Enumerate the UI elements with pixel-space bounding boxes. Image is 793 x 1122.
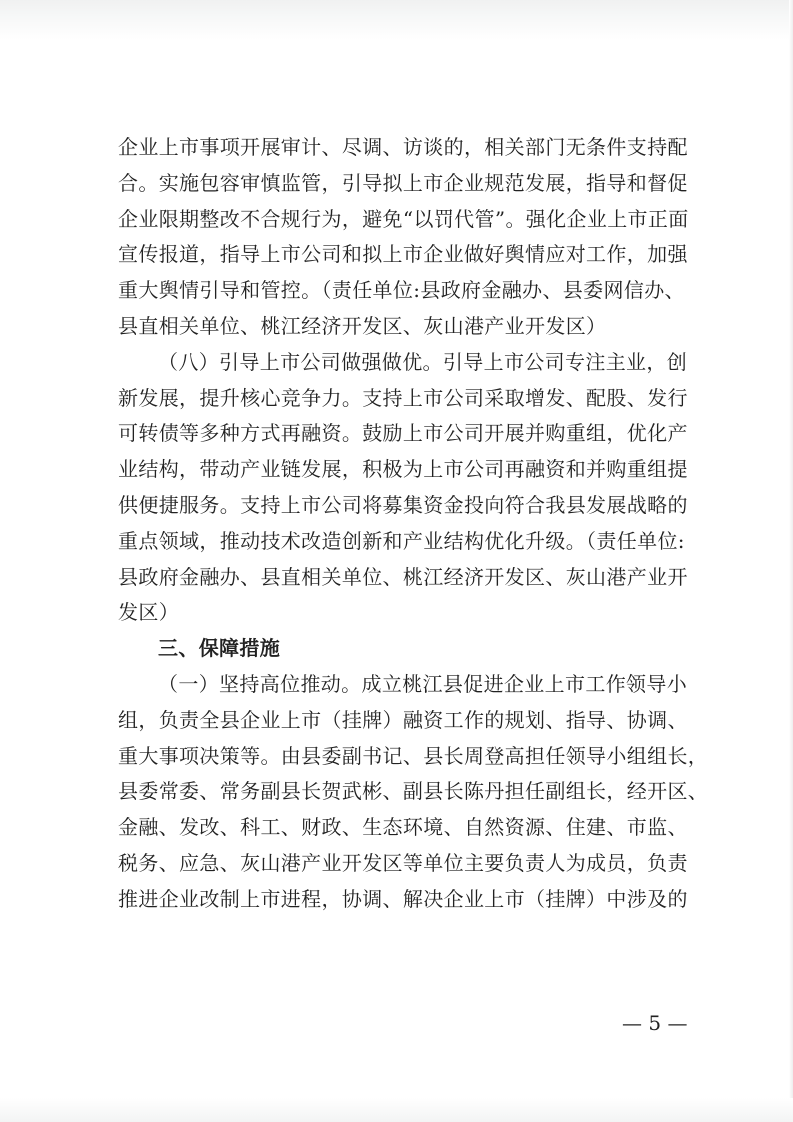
scan-shadow-top [0, 0, 793, 40]
text-line-1: 企业上市事项开展审计、尽调、访谈的，相关部门无条件支持配 [118, 135, 688, 159]
page-number: — 5 — [622, 1011, 688, 1035]
text-line-12: 重点领域，推动技术改造创新和产业结构优化升级。（责任单位: [118, 528, 685, 553]
text-line-8: 新发展，提升核心竞争力。支持上市公司采取增发、配股、发行 [118, 385, 688, 410]
section-8-first-line: （八）引导上市公司做强做优。引导上市公司专注主业，创 [158, 349, 688, 374]
text-line-19: 县委常委、常务副县长贺武彬、副县长陈丹担任副组长，经开区、 [118, 779, 709, 804]
text-line-18: 重大事项决策等。由县委副书记、县长周登高担任领导小组组长， [118, 743, 709, 768]
text-line-13: 县政府金融办、县直相关单位、桃江经济开发区、灰山港产业开 [118, 564, 688, 589]
text-line-14: 发区） [118, 600, 180, 625]
subsection-1-first-line: （一）坚持高位推动。成立桃江县促进企业上市工作领导小 [158, 671, 688, 696]
text-line-5: 重大舆情引导和管控。（责任单位:县政府金融办、县委网信办、 [118, 278, 685, 303]
text-line-3: 企业限期整改不合规行为，避免“以罚代管”。强化企业上市正面 [118, 206, 689, 231]
text-line-17: 组，负责全县企业上市（挂牌）融资工作的规划、指导、协调、 [118, 707, 688, 732]
scan-shadow-bottom [0, 1098, 793, 1122]
text-line-22: 推进企业改制上市进程，协调、解决企业上市（挂牌）中涉及的 [118, 886, 688, 911]
text-line-2: 合。实施包容审慎监管，引导拟上市企业规范发展，指导和督促 [118, 170, 688, 195]
text-line-6: 县直相关单位、桃江经济开发区、灰山港产业开发区） [118, 313, 607, 338]
text-line-4: 宣传报道，指导上市公司和拟上市企业做好舆情应对工作，加强 [118, 242, 688, 267]
section-heading: 三、保障措施 [158, 636, 281, 661]
text-line-10: 业结构，带动产业链发展，积极为上市公司再融资和并购重组提 [118, 457, 688, 482]
document-body [118, 130, 718, 918]
text-line-11: 供便捷服务。支持上市公司将募集资金投向符合我县发展战略的 [118, 492, 688, 517]
text-line-9: 可转债等多种方式再融资。鼓励上市公司开展并购重组，优化产 [118, 421, 688, 446]
text-line-20: 金融、发改、科工、财政、生态环境、自然资源、住建、市监、 [118, 815, 688, 840]
text-line-21: 税务、应急、灰山港产业开发区等单位主要负责人为成员，负责 [118, 850, 688, 875]
scan-shadow-edge [789, 0, 793, 1122]
